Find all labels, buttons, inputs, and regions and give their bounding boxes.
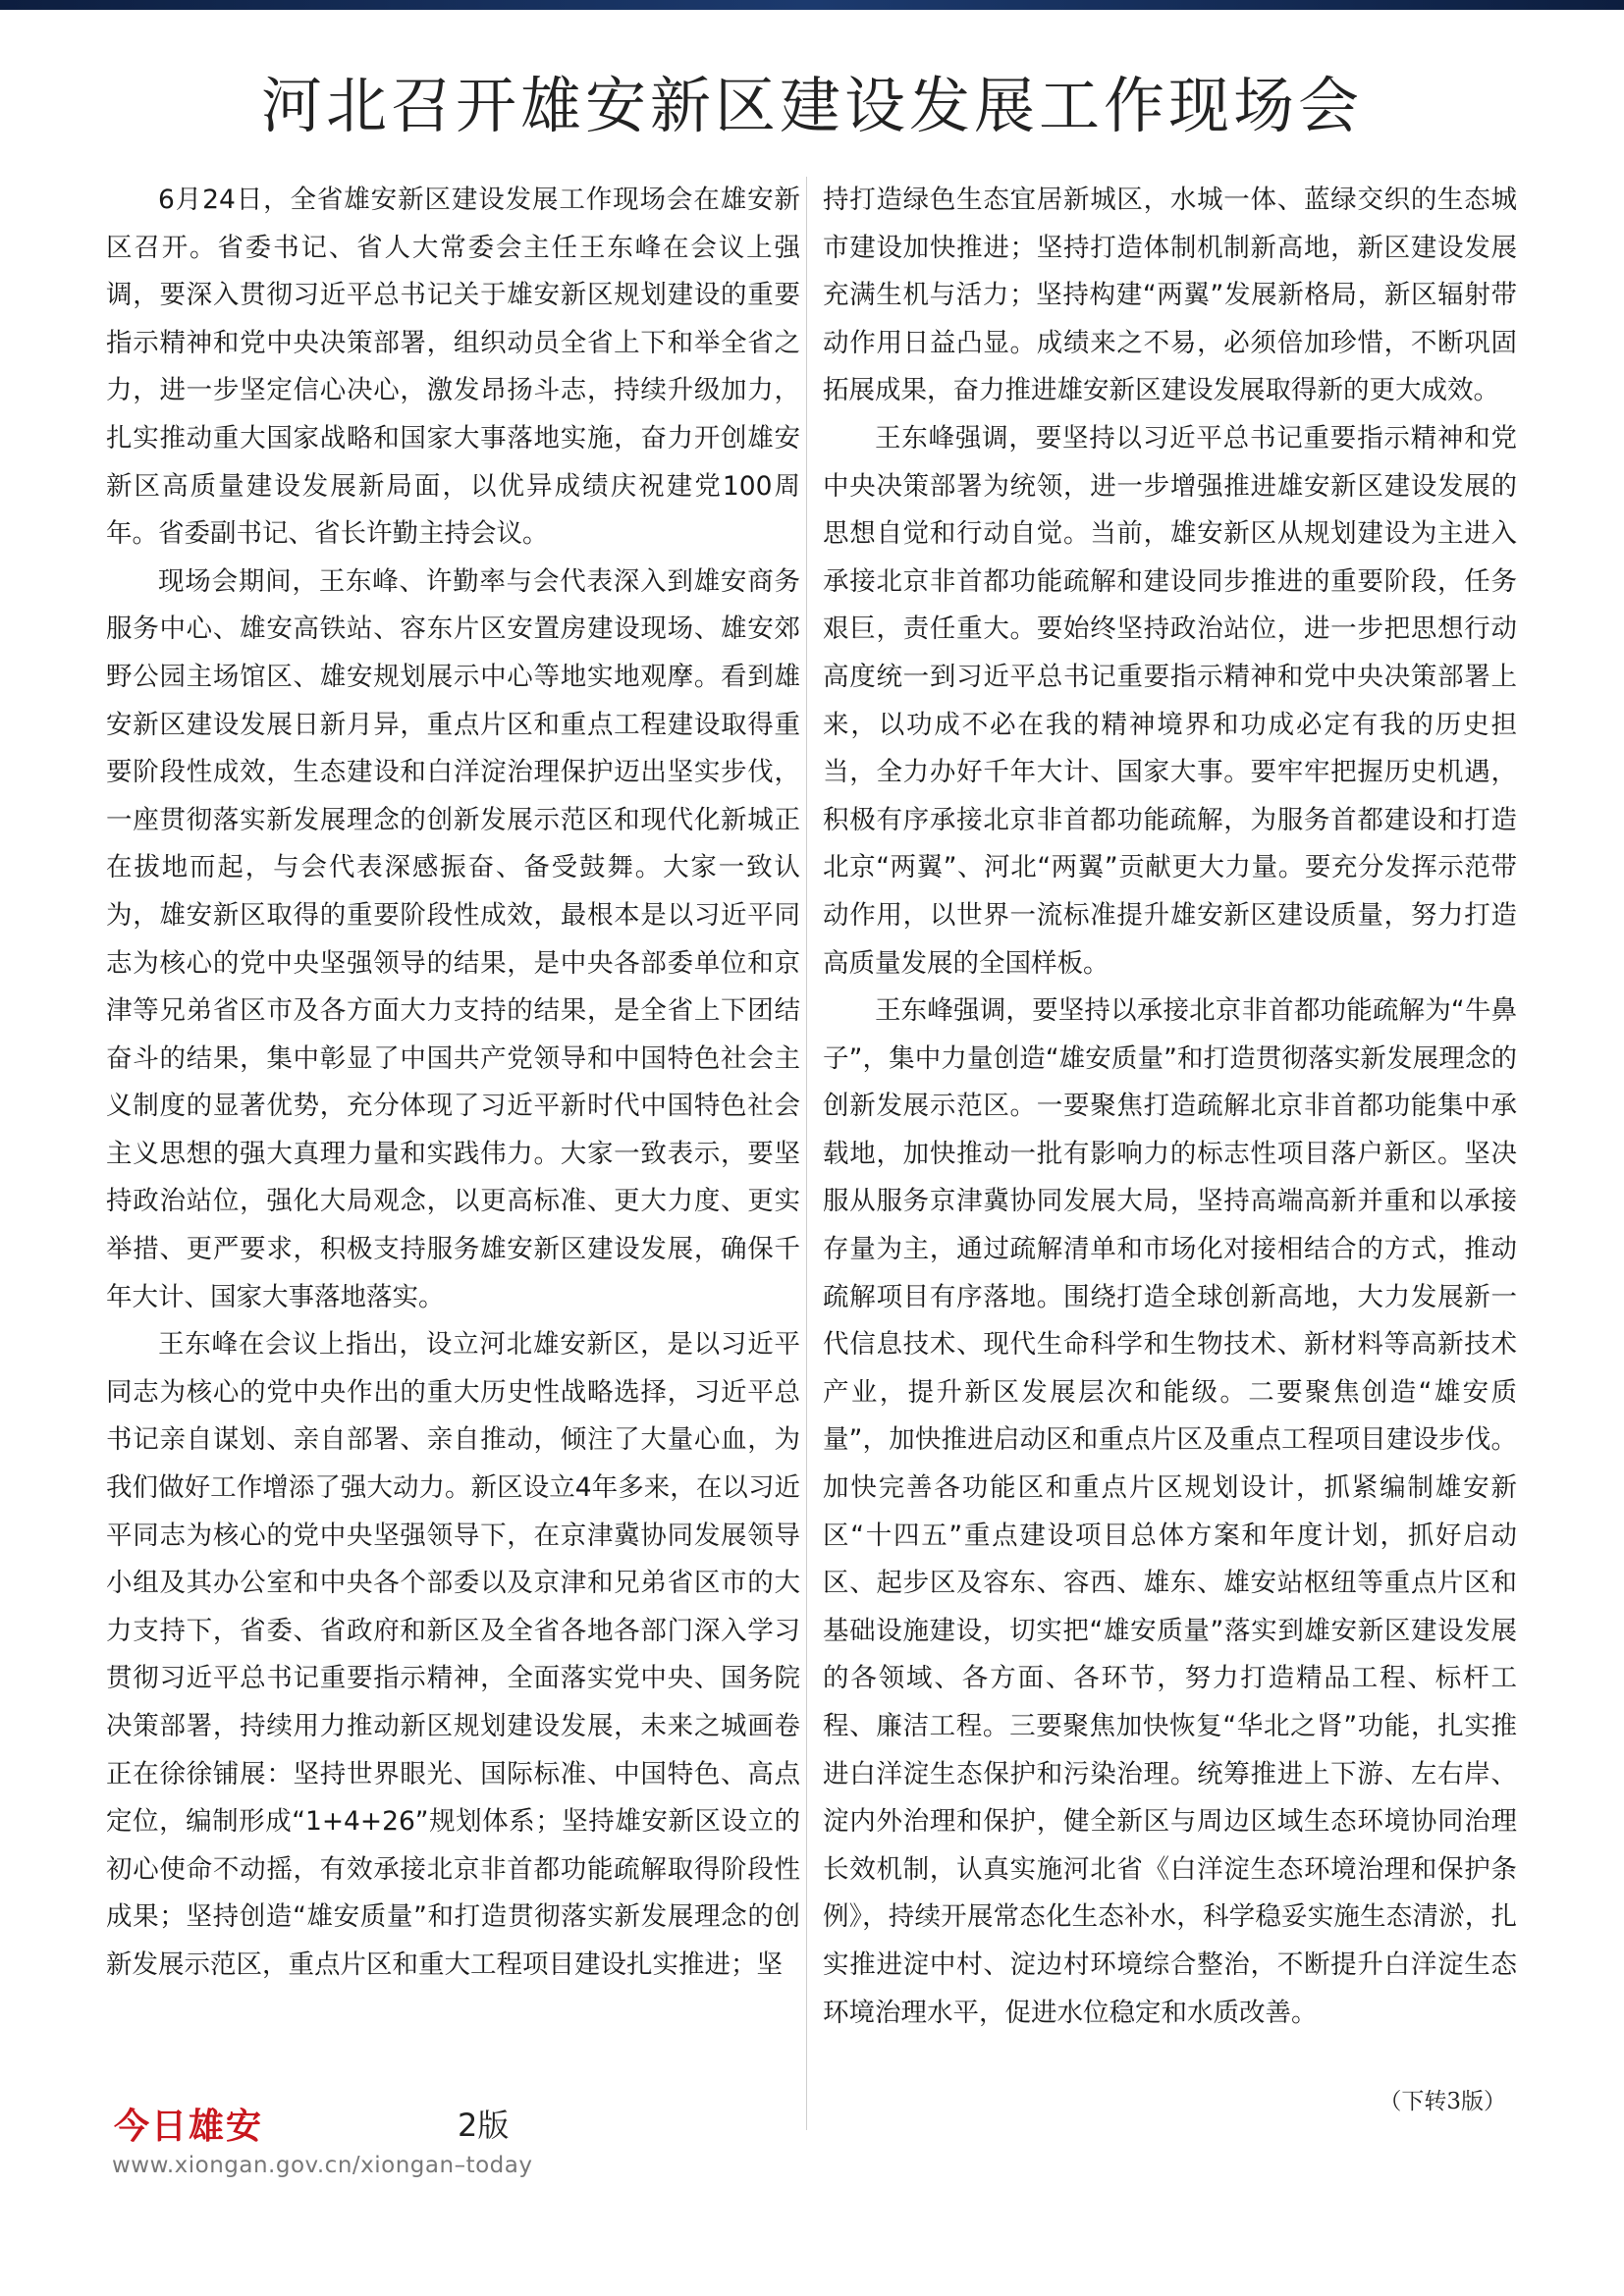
article-paragraph-2: 现场会期间，王东峰、许勤率与会代表深入到雄安商务服务中心、雄安高铁站、容东片区安置房建设现场、雄安郊野公园主场馆区、雄安规划展示中心等地实地观摩。看到雄安新区建设发展日新月异，重点片区和重点工程建设取得重要阶段性成效，生态建设和白洋淀治理保护迈出坚实步伐，一座贯彻落实新发展理念的创新发展示范区和现代化新城正在拔地而起，与会代表深感振奋、备受鼓舞。大家一致认为，雄安新区取得的重要阶段性成效，最根本是以习近平同志为核心的党中央坚强领导的结果，是中央各部委单位和京津等兄弟省区市及各方面大力支持的结果，是全省上下团结奋斗的结果，集中彰显了中国共产党领导和中国特色社会主义制度的显著优势，充分体现了习近平新时代中国特色社会主义思想的强大真理力量和实践伟力。大家一致表示，要坚持政治站位，强化大局观念，以更高标准、更大力度、更实举措、更严要求，积极支持服务雄安新区建设发展，确保千年大计、国家大事落地落实。 [106,565,800,1312]
top-banner-bar [0,0,1624,10]
article-title: 河北召开雄安新区建设发展工作现场会 [260,70,1363,141]
article-paragraph-4: 王东峰强调，要坚持以习近平总书记重要指示精神和党中央决策部署为统领，进一步增强推进雄安新区建设发展的思想自觉和行动自觉。当前，雄安新区从规划建设为主进入承接北京非首都功能疏解和建设同步推进的重要阶段，任务艰巨，责任重大。要始终坚持政治站位，进一步把思想行动高度统一到习近平总书记重要指示精神和党中央决策部署上来，以功成不必在我的精神境界和功成必定有我的历史担当，全力办好千年大计、国家大事。要牢牢把握历史机遇，积极有序承接北京非首都功能疏解，为服务首都建设和打造北京“两翼”、河北“两翼”贡献更大力量。要充分发挥示范带动作用，以世界一流标准提升雄安新区建设质量，努力打造高质量发展的全国样板。 [823,422,1517,979]
page-number: 2版 [458,2107,510,2144]
article-right-column [823,177,1517,2037]
article-paragraph-3-continued: 持打造绿色生态宜居新城区，水城一体、蓝绿交织的生态城市建设加快推进；坚持打造体制机制新高地，新区建设发展充满生机与活力；坚持构建“两翼”发展新格局，新区辐射带动作用日益凸显。成绩来之不易，必须倍加珍惜，不断巩固拓展成果，奋力推进雄安新区建设发展取得新的更大成效。 [823,185,1517,406]
article-left-column [106,177,800,1990]
article-paragraph-3: 王东峰在会议上指出，设立河北雄安新区，是以习近平同志为核心的党中央作出的重大历史性战略选择，习近平总书记亲自谋划、亲自部署、亲自推动，倾注了大量心血，为我们做好工作增添了强大动力。新区设立4年多来，在以习近平同志为核心的党中央坚强领导下，在京津冀协同发展领导小组及其办公室和中央各个部委以及京津和兄弟省区市的大力支持下，省委、省政府和新区及全省各地各部门深入学习贯彻习近平总书记重要指示精神，全面落实党中央、国务院决策部署，持续用力推动新区规划建设发展，未来之城画卷正在徐徐铺展：坚持世界眼光、国际标准、中国特色、高点定位，编制形成“1+4+26”规划体系；坚持雄安新区设立的初心使命不动摇，有效承接北京非首都功能疏解取得阶段性成果；坚持创造“雄安质量”和打造贯彻落实新发展理念的创新发展示范区，重点片区和重大工程项目建设扎实推进；坚 [106,1329,800,1980]
footer-url: www.xiongan.gov.cn/xiongan–today [112,2153,533,2178]
article-paragraph-1: 6月24日，全省雄安新区建设发展工作现场会在雄安新区召开。省委书记、省人大常委会主任王东峰在会议上强调，要深入贯彻习近平总书记关于雄安新区规划建设的重要指示精神和党中央决策部署，组织动员全省上下和举全省之力，进一步坚定信心决心，激发昂扬斗志，持续升级加力，扎实推动重大国家战略和国家大事落地实施，奋力开创雄安新区高质量建设发展新局面，以优异成绩庆祝建党100周年。省委副书记、省长许勤主持会议。 [106,185,800,550]
continued-on-page-note: （下转3版） [1379,2089,1506,2114]
column-divider [806,177,807,2130]
article-paragraph-5: 王东峰强调，要坚持以承接北京非首都功能疏解为“牛鼻子”，集中力量创造“雄安质量”和打造贯彻落实新发展理念的创新发展示范区。一要聚焦打造疏解北京非首都功能集中承载地，加快推动一批有影响力的标志性项目落户新区。坚决服从服务京津冀协同发展大局，坚持高端高新并重和以承接存量为主，通过疏解清单和市场化对接相结合的方式，推动疏解项目有序落地。围绕打造全球创新高地，大力发展新一代信息技术、现代生命科学和生物技术、新材料等高新技术产业，提升新区发展层次和能级。二要聚焦创造“雄安质量”，加快推进启动区和重点片区及重点工程项目建设步伐。加快完善各功能区和重点片区规划设计，抓紧编制雄安新区“十四五”重点建设项目总体方案和年度计划，抓好启动区、起步区及容东、容西、雄东、雄安站枢纽等重点片区和基础设施建设，切实把“雄安质量”落实到雄安新区建设发展的各领域、各方面、各环节，努力打造精品工程、标杆工程、廉洁工程。三要聚焦加快恢复“华北之肾”功能，扎实推进白洋淀生态保护和污染治理。统筹推进上下游、左右岸、淀内外治理和保护，健全新区与周边区域生态环境协同治理长效机制，认真实施河北省《白洋淀生态环境治理和保护条例》，持续开展常态化生态补水，科学稳妥实施生态清淤，扎实推进淀中村、淀边村环境综合整治，不断提升白洋淀生态环境治理水平，促进水位稳定和水质改善。 [823,995,1517,2028]
newspaper-logo: 今日雄安 [114,2106,264,2147]
